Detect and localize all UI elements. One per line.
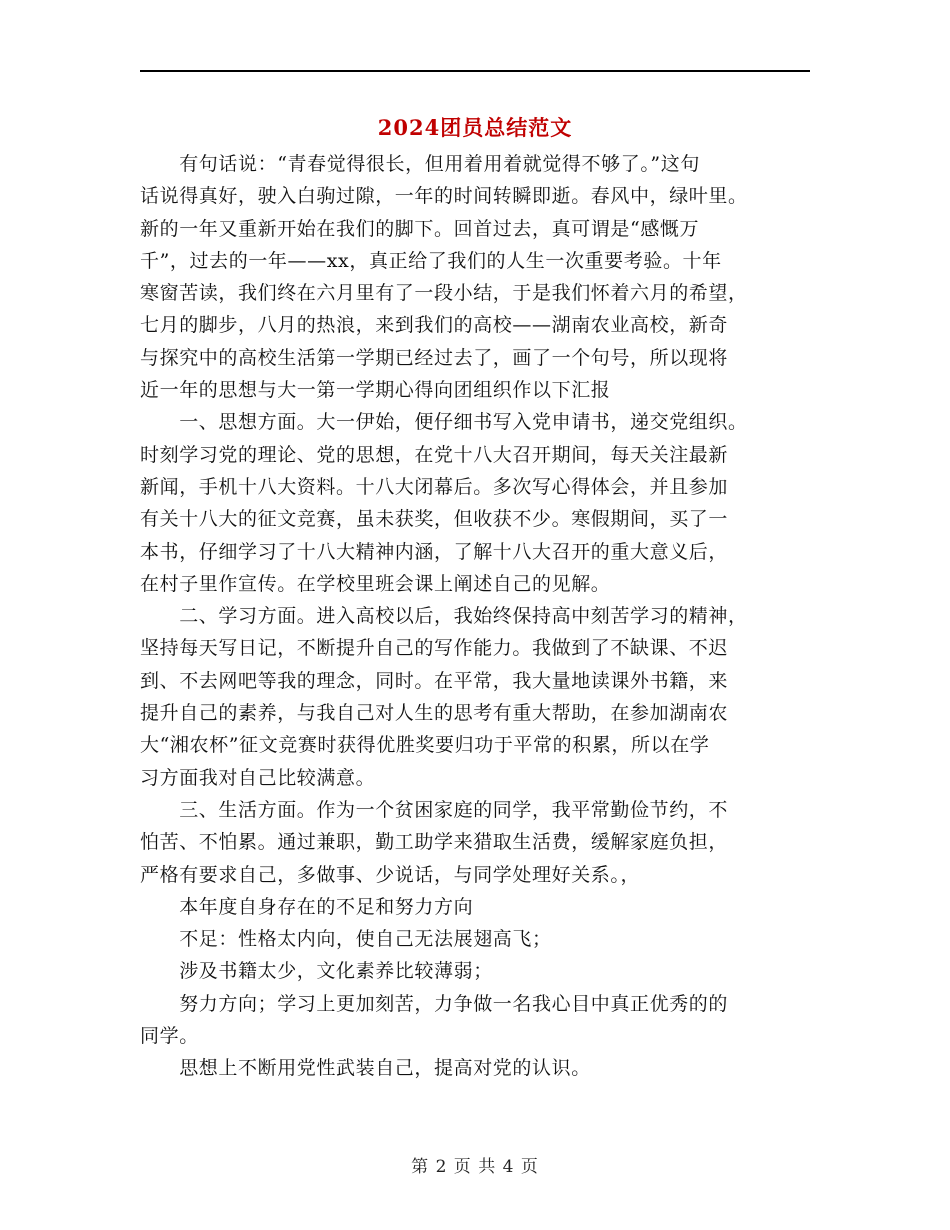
- paragraph-line: 有句话说：“青春觉得很长，但用着用着就觉得不够了。”这句: [140, 153, 700, 175]
- paragraph-line: 努力方向；学习上更加刻苦，力争做一名我心目中真正优秀的的: [140, 992, 729, 1015]
- paragraph-line: 近一年的思想与大一第一学期心得向团组织作以下汇报: [140, 379, 611, 402]
- body-paragraph: [140, 794, 810, 891]
- body-paragraph: [140, 406, 810, 600]
- paragraph-line: 到、不去网吧等我的理念，同时。在平常，我大量地读课外书籍，来: [140, 669, 729, 692]
- paragraph-line: 本年度自身存在的不足和努力方向: [140, 895, 474, 918]
- body-paragraph: [140, 1052, 810, 1084]
- paragraph-line: 大“湘农杯”征文竞赛时获得优胜奖要归功于平常的积累，所以在学: [140, 734, 710, 757]
- paragraph-line: 坚持每天写日记，不断提升自己的写作能力。我做到了不缺课、不迟: [140, 637, 729, 660]
- page-footer: 第 2 页 共 4 页: [411, 1157, 539, 1177]
- body-paragraph: [140, 600, 810, 794]
- body-paragraph: [140, 923, 810, 955]
- document-body: [140, 148, 810, 1085]
- paragraph-line: 怕苦、不怕累。通过兼职，勤工助学来猎取生活费，缓解家庭负担，: [140, 831, 729, 854]
- paragraph-line: 三、生活方面。作为一个贫困家庭的同学，我平常勤俭节约，不: [140, 798, 729, 821]
- paragraph-line: 话说得真好，驶入白驹过隙，一年的时间转瞬即逝。春风中，绿叶里。: [140, 185, 748, 208]
- body-paragraph: [140, 988, 810, 1053]
- paragraph-line: 本书，仔细学习了十八大精神内涵，了解十八大召开的重大意义后，: [140, 540, 729, 563]
- paragraph-line: 时刻学习党的理论、党的思想，在党十八大召开期间，每天关注最新: [140, 443, 729, 466]
- body-paragraph: [140, 955, 810, 987]
- paragraph-line: 新闻，手机十八大资料。十八大闭幕后。多次写心得体会，并且参加: [140, 475, 729, 498]
- body-paragraph: [140, 891, 810, 923]
- paragraph-line: 寒窗苦读，我们终在六月里有了一段小结，于是我们怀着六月的希望，: [140, 282, 748, 305]
- paragraph-line: 与探究中的高校生活第一学期已经过去了，画了一个句号，所以现将: [140, 346, 729, 369]
- paragraph-line: 严格有要求自己，多做事、少说话，与同学处理好关系。，: [140, 863, 641, 886]
- document-title: 2024团员总结范文: [377, 115, 573, 140]
- paragraph-line: 七月的脚步，八月的热浪，来到我们的高校——湖南农业高校，新奇: [140, 314, 729, 337]
- header-rule: [140, 70, 810, 72]
- paragraph-line: 不足：性格太内向，使自己无法展翅高飞；: [140, 928, 552, 951]
- paragraph-line: 提升自己的素养，与我自己对人生的思考有重大帮助，在参加湖南农: [140, 702, 729, 725]
- paragraph-line: 一、思想方面。大一伊始，便仔细书写入党申请书，递交党组织。: [140, 411, 748, 434]
- body-paragraph: [140, 148, 810, 406]
- paragraph-line: 涉及书籍太少，文化素养比较薄弱；: [140, 960, 493, 983]
- paragraph-line: 新的一年又重新开始在我们的脚下。回首过去，真可谓是“感慨万: [140, 217, 700, 240]
- paragraph-line: 二、学习方面。进入高校以后，我始终保持高中刻苦学习的精神，: [140, 605, 748, 628]
- paragraph-line: 千”，过去的一年——xx，真正给了我们的人生一次重要考验。十年: [140, 249, 722, 272]
- paragraph-line: 同学。: [140, 1025, 199, 1048]
- paragraph-line: 习方面我对自己比较满意。: [140, 766, 376, 789]
- paragraph-line: 有关十八大的征文竞赛，虽未获奖，但收获不少。寒假期间，买了一: [140, 508, 729, 531]
- paragraph-line: 在村子里作宣传。在学校里班会课上阐述自己的见解。: [140, 572, 611, 595]
- paragraph-line: 思想上不断用党性武装自己，提高对党的认识。: [140, 1057, 591, 1080]
